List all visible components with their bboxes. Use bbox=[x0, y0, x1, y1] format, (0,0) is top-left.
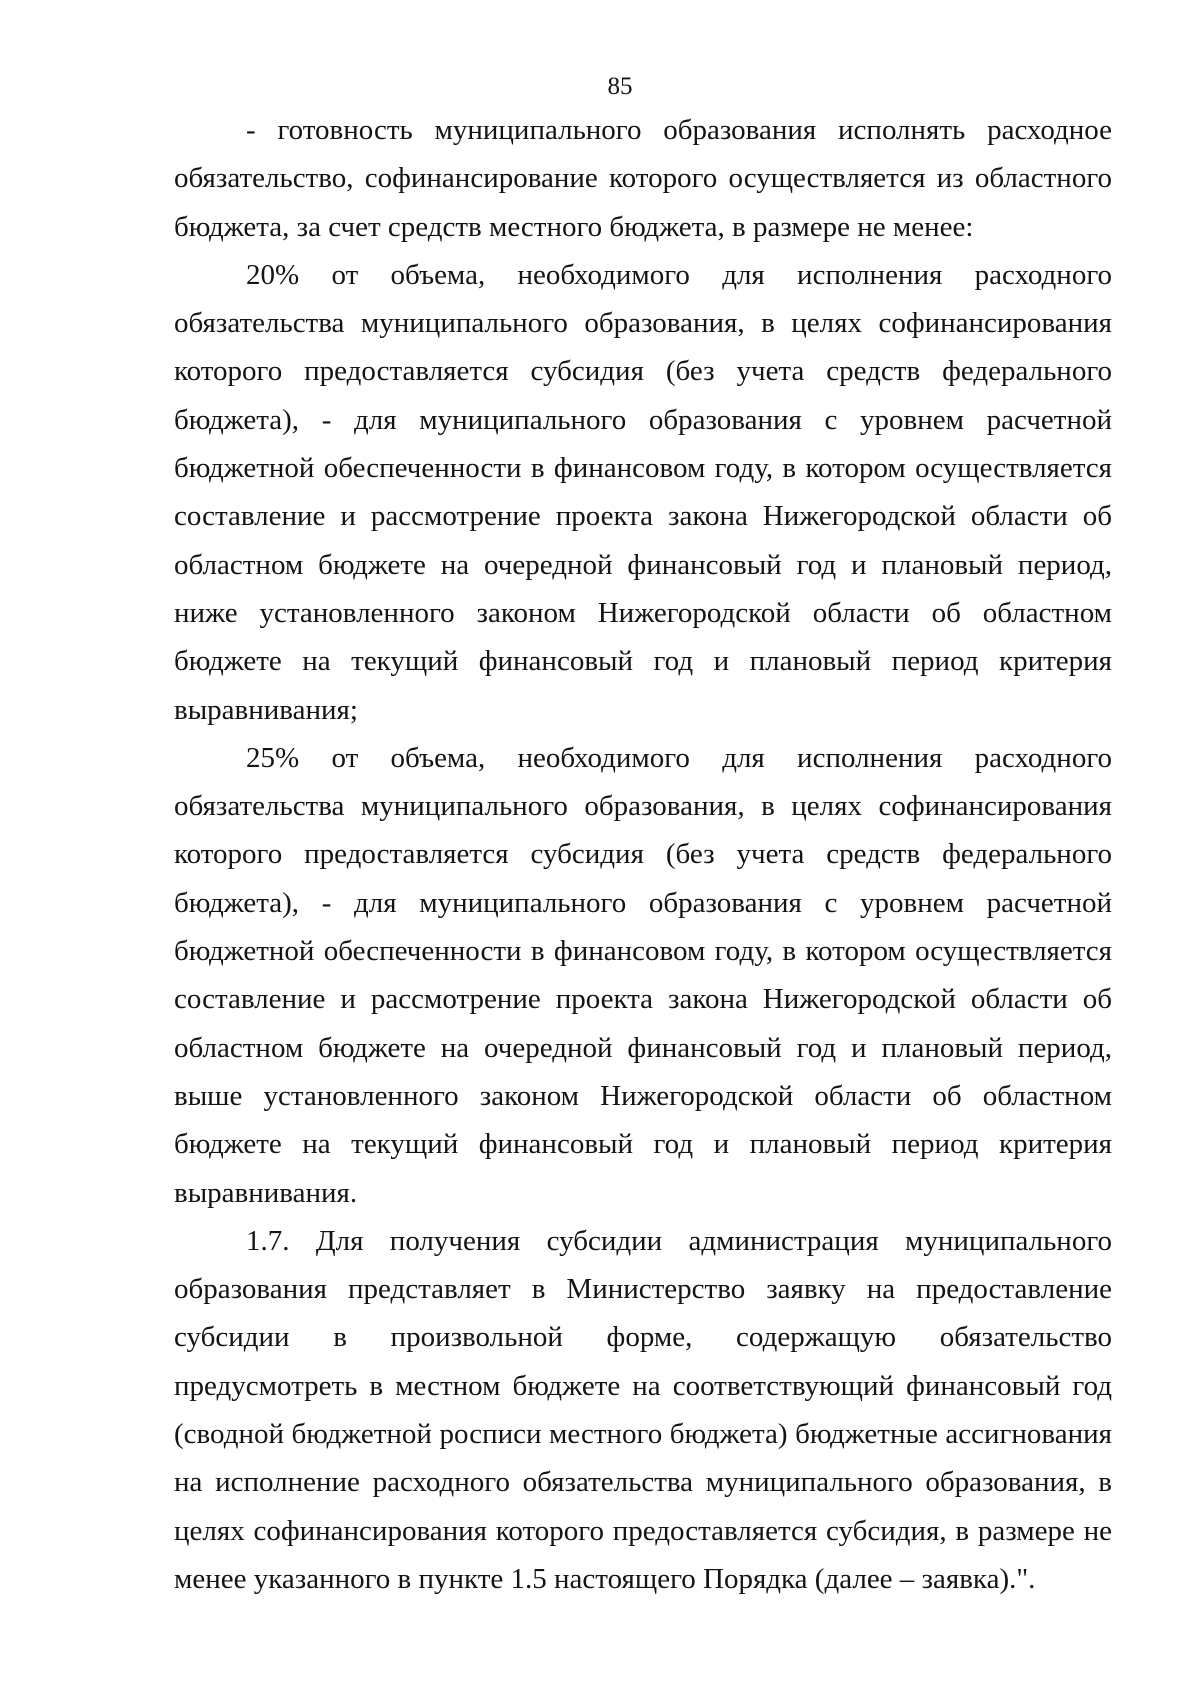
document-body bbox=[174, 106, 1112, 1603]
paragraph-20-percent: 20% от объема, необходимого для исполнения расходного обязательства муниципального образования, в целях софинансирования которого предоставляется субсидия (без учета средств федерального бюджета), - для муниципального образования с уровнем расчетной бюджетной обеспеченности в финансовом году, в котором осуществляется составление и рассмотрение проекта закона Нижегородской области об областном бюджете на очередной финансовый год и плановый период, ниже установленного законом Нижегородской области об областном бюджете на текущий финансовый год и плановый период критерия выравнивания; bbox=[174, 258, 1112, 726]
paragraph-25-percent: 25% от объема, необходимого для исполнения расходного обязательства муниципального образования, в целях софинансирования которого предоставляется субсидия (без учета средств федерального бюджета), - для муниципального образования с уровнем расчетной бюджетной обеспеченности в финансовом году, в котором осуществляется составление и рассмотрение проекта закона Нижегородской области об областном бюджете на очередной финансовый год и плановый период, выше установленного законом Нижегородской области об областном бюджете на текущий финансовый год и плановый период критерия выравнивания. bbox=[174, 741, 1112, 1209]
paragraph-readiness: - готовность муниципального образования исполнять расходное обязательство, софинансирование которого осуществляется из областного бюджета, за счет средств местного бюджета, в размере не менее: bbox=[174, 114, 1112, 243]
page-number: 85 bbox=[607, 73, 633, 100]
paragraph-1-7: 1.7. Для получения субсидии администрация муниципального образования представляет в Министерство заявку на предоставление субсидии в произвольной форме, содержащую обязательство предусмотреть в местном бюджете на соответствующий финансовый год (сводной бюджетной росписи местного бюджета) бюджетные ассигнования на исполнение расходного обязательства муниципального образования, в целях софинансирования которого предоставляется субсидия, в размере не менее указанного в пункте 1.5 настоящего Порядка (далее – заявка).". bbox=[174, 1224, 1112, 1595]
